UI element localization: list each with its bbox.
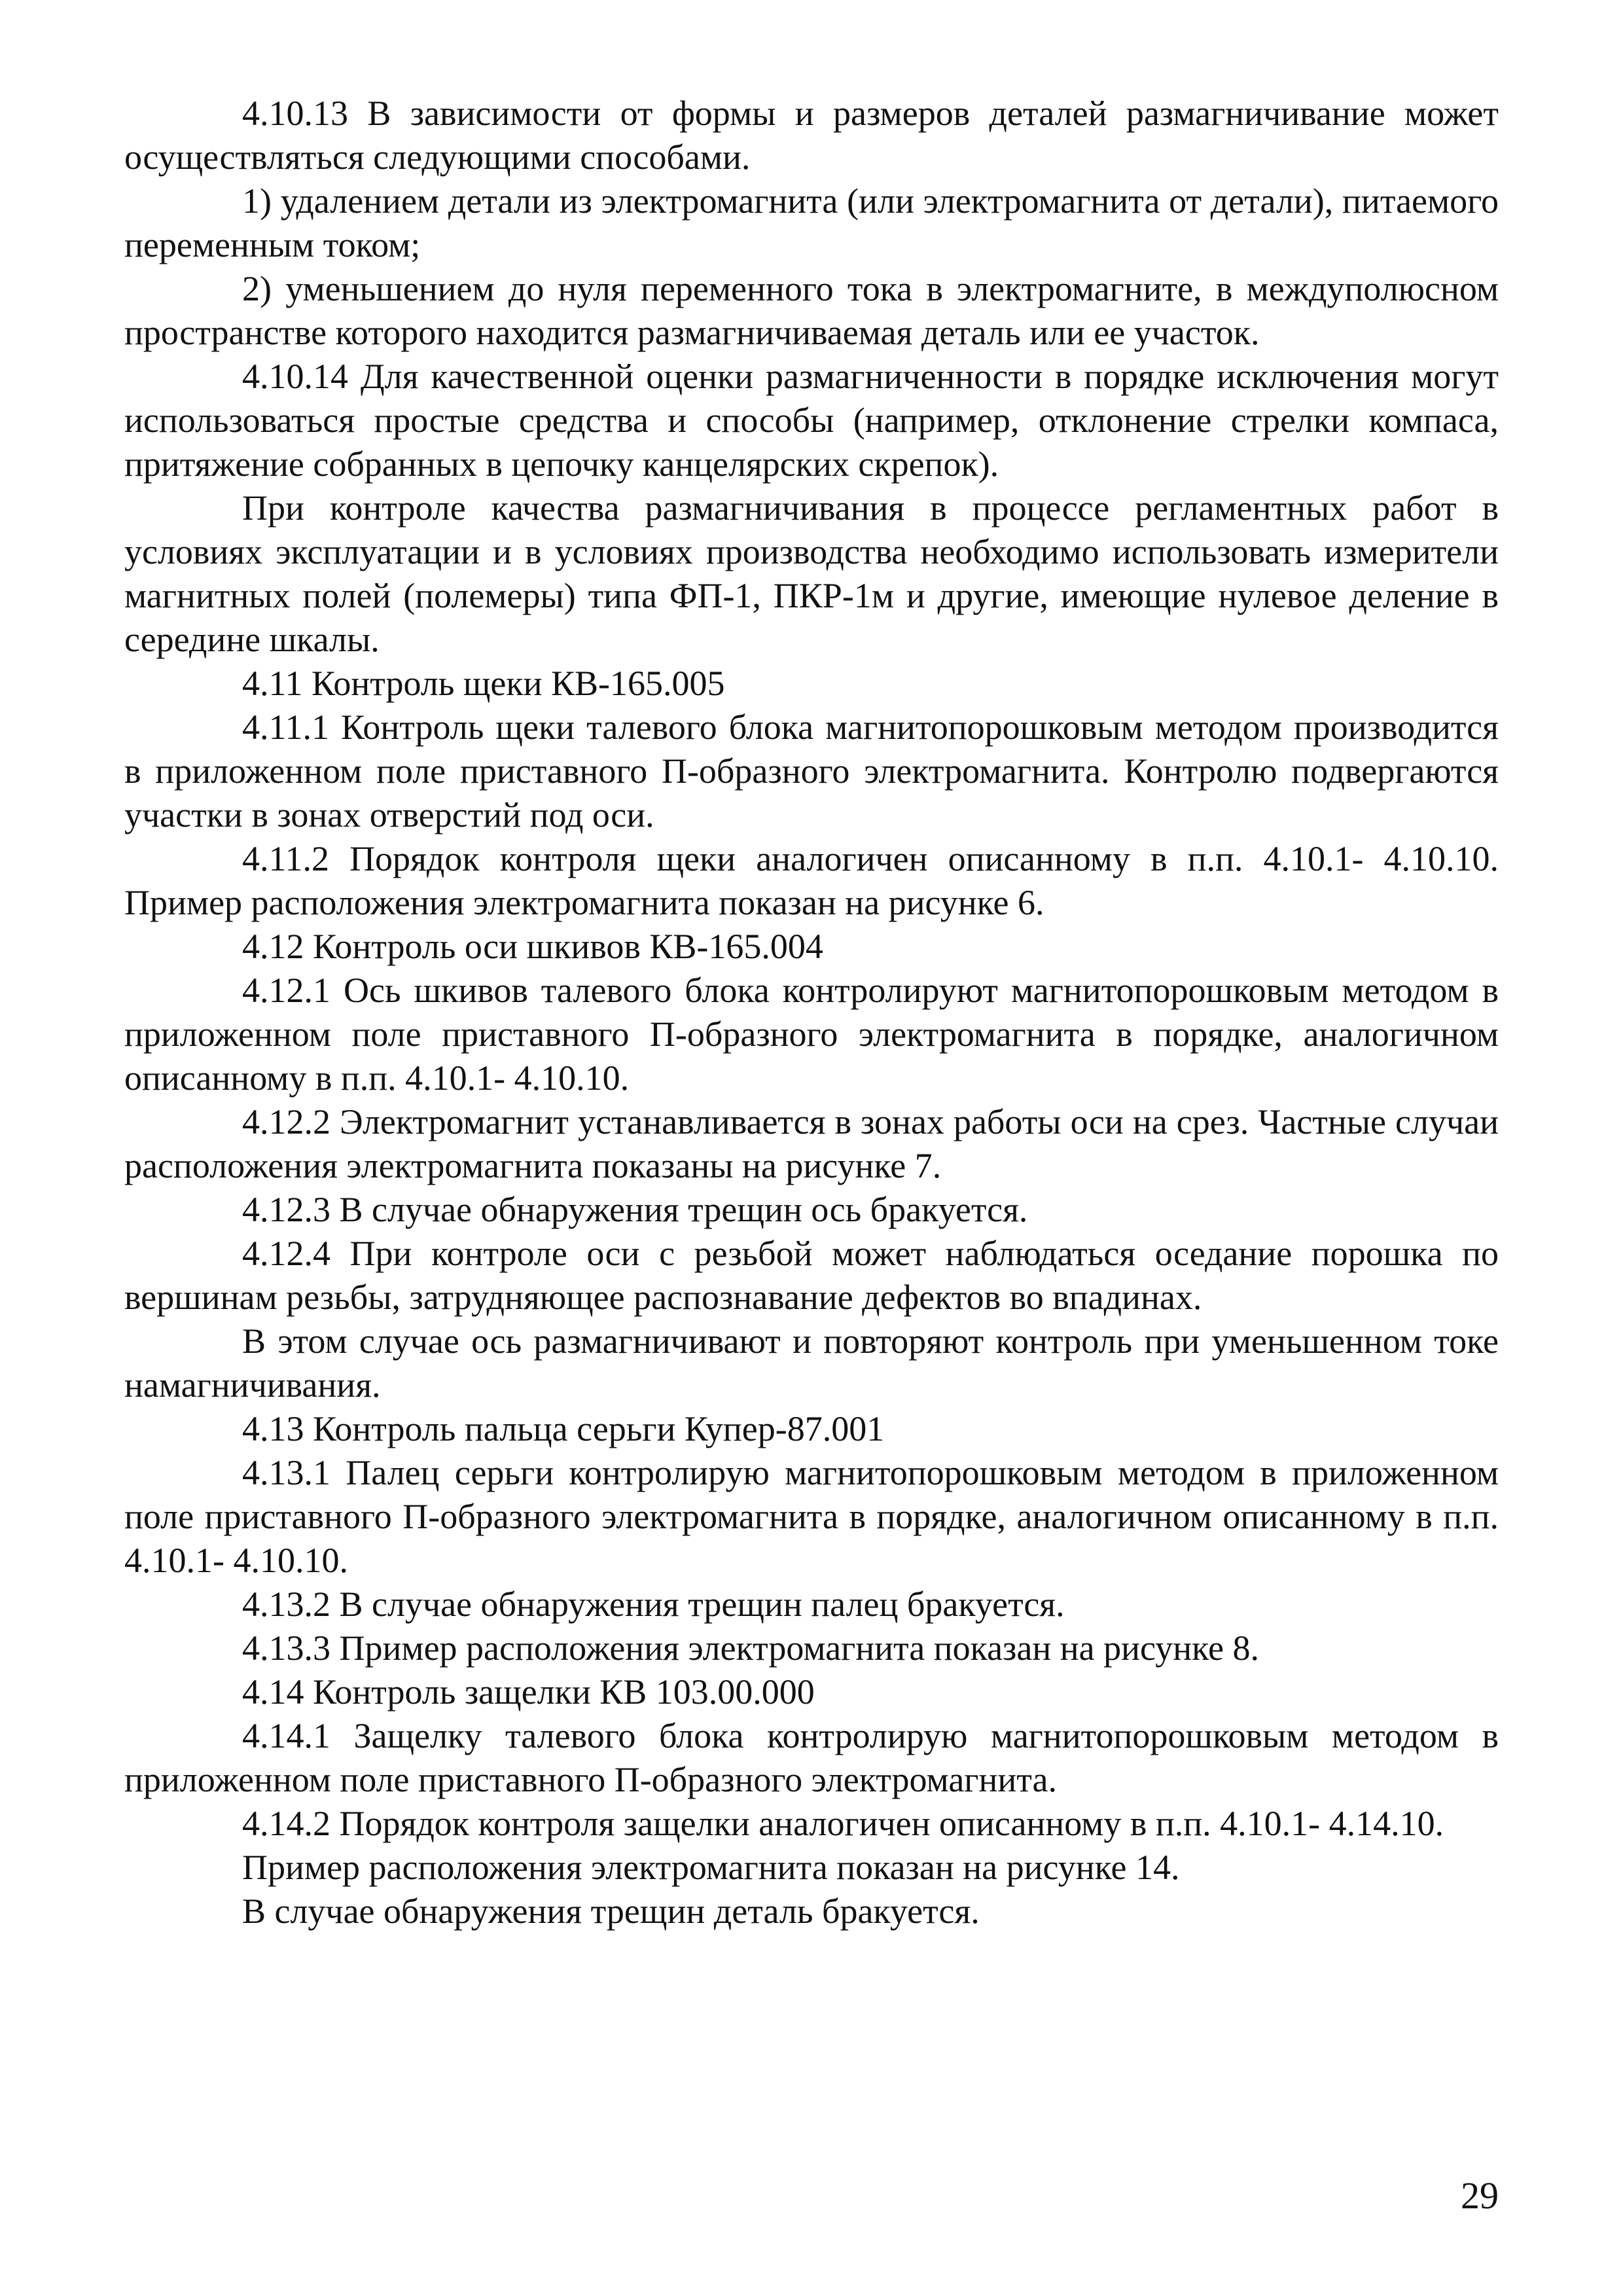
paragraph-quality-control: При контроле качества размагничивания в процессе регламентных работ в условиях эксплуатации и в условиях производства необходимо использовать измерители магнитных полей (полемеры) типа ФП-1, ПКР-1м и другие, имеющие нулевое деление в середине шкалы. [124, 488, 1499, 659]
section-heading-4-13: 4.13 Контроль пальца серьги Купер-87.001 [242, 1409, 885, 1448]
paragraph-reject-part: В случае обнаружения трещин деталь бракуется. [242, 1892, 980, 1931]
paragraph-method-2: 2) уменьшением до нуля переменного тока в электромагните, в междуполюсном пространстве которого находится размагничиваемая деталь или ее участок. [124, 269, 1499, 352]
paragraph-4-13-2: 4.13.2 В случае обнаружения трещин палец бракуется. [242, 1585, 1065, 1624]
section-heading-4-12: 4.12 Контроль оси шкивов КВ-165.004 [242, 927, 823, 966]
paragraph-4-14-1: 4.14.1 Защелку талевого блока контролирую магнитопорошковым методом в приложенном поле приставного П-образного электромагнита. [124, 1716, 1499, 1799]
paragraph-4-12-1: 4.12.1 Ось шкивов талевого блока контролируют магнитопорошковым методом в приложенном поле приставного П-образного электромагнита в порядке, аналогичном описанному в п.п. 4.10.1- 4.10.10. [124, 971, 1499, 1098]
paragraph-4-12-2: 4.12.2 Электромагнит устанавливается в зонах работы оси на срез. Частные случаи расположения электромагнита показаны на рисунке 7. [124, 1102, 1499, 1185]
document-body [124, 92, 1499, 1933]
paragraph-4-14-2: 4.14.2 Порядок контроля защелки аналогичен описанному в п.п. 4.10.1- 4.14.10. [242, 1804, 1444, 1843]
paragraph-4-11-2: 4.11.2 Порядок контроля щеки аналогичен описанному в п.п. 4.10.1- 4.10.10. Пример расположения электромагнита показан на рисунке 6. [124, 839, 1499, 922]
paragraph-method-1: 1) удалением детали из электромагнита (или электромагнита от детали), питаемого переменным током; [124, 181, 1499, 264]
paragraph-4-10-14: 4.10.14 Для качественной оценки размагниченности в порядке исключения могут использоваться простые средства и способы (например, отклонение стрелки компаса, притяжение собранных в цепочку канцелярских скрепок). [124, 357, 1499, 484]
paragraph-demagnetize-repeat: В этом случае ось размагничивают и повторяют контроль при уменьшенном токе намагничивания. [124, 1321, 1499, 1405]
paragraph-4-10-13: 4.10.13 В зависимости от формы и размеров деталей размагничивание может осуществляться следующими способами. [124, 94, 1499, 177]
paragraph-4-12-4: 4.12.4 При контроле оси с резьбой может наблюдаться оседание порошка по вершинам резьбы, затрудняющее распознавание дефектов во впадинах. [124, 1234, 1499, 1317]
section-heading-4-11: 4.11 Контроль щеки КВ-165.005 [242, 664, 725, 703]
page-number: 29 [1461, 2174, 1499, 2217]
paragraph-4-11-1: 4.11.1 Контроль щеки талевого блока магнитопорошковым методом производится в приложенном поле приставного П-образного электромагнита. Контролю подвергаются участки в зонах отверстий под оси. [124, 708, 1499, 834]
paragraph-4-12-3: 4.12.3 В случае обнаружения трещин ось бракуется. [242, 1190, 1028, 1229]
section-heading-4-14: 4.14 Контроль защелки КВ 103.00.000 [242, 1672, 815, 1712]
paragraph-4-13-1: 4.13.1 Палец серьги контролирую магнитопорошковым методом в приложенном поле приставного П-образного электромагнита в порядке, аналогичном описанному в п.п. 4.10.1- 4.10.10. [124, 1453, 1499, 1580]
paragraph-figure-14: Пример расположения электромагнита показан на рисунке 14. [242, 1848, 1180, 1887]
paragraph-4-13-3: 4.13.3 Пример расположения электромагнита показан на рисунке 8. [242, 1628, 1260, 1668]
